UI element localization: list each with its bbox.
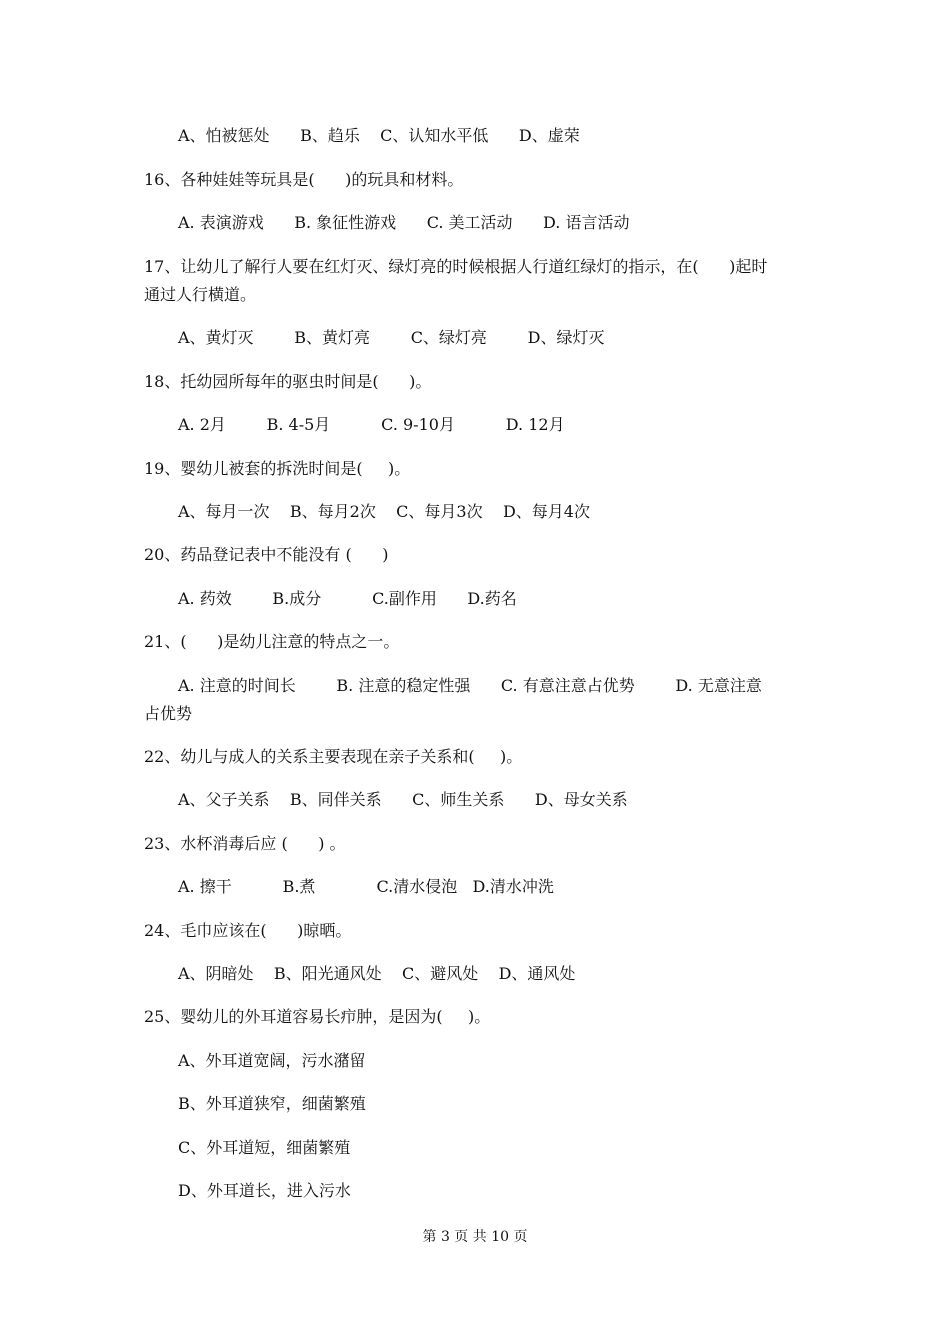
q22-options: A、父子关系 B、同伴关系 C、师生关系 D、母女关系 — [178, 790, 628, 809]
q24-options: A、阴暗处 B、阳光通风处 C、避风处 D、通风处 — [178, 964, 576, 983]
q17-options: A、黄灯灭 B、黄灯亮 C、绿灯亮 D、绿灯灭 — [178, 328, 605, 347]
q19-options: A、每月一次 B、每月2次 C、每月3次 D、每月4次 — [178, 502, 590, 521]
q25-option-c: C、外耳道短，细菌繁殖 — [178, 1138, 351, 1157]
q24-question: 24、毛巾应该在( )晾晒。 — [144, 921, 352, 940]
q17-question: 17、让幼儿了解行人要在红灯灭、绿灯亮的时候根据人行道红绿灯的指示，在( )起时 — [144, 257, 768, 276]
q18-question: 18、托幼园所每年的驱虫时间是( )。 — [144, 372, 432, 391]
q25-option-d: D、外耳道长，进入污水 — [178, 1181, 351, 1200]
q21-options-cont: 占优势 — [144, 704, 193, 723]
q15-options: A、怕被惩处 B、趋乐 C、认知水平低 D、虚荣 — [178, 126, 580, 145]
q20-question: 20、药品登记表中不能没有 ( ) — [144, 545, 389, 564]
q22-question: 22、幼儿与成人的关系主要表现在亲子关系和( )。 — [144, 747, 523, 766]
q18-options: A. 2月 B. 4-5月 C. 9-10月 D. 12月 — [178, 415, 565, 434]
q19-question: 19、婴幼儿被套的拆洗时间是( )。 — [144, 459, 411, 478]
q25-question: 25、婴幼儿的外耳道容易长疖肿，是因为( )。 — [144, 1007, 491, 1026]
q23-options: A. 擦干 B.煮 C.清水侵泡 D.清水冲洗 — [178, 877, 554, 896]
q23-question: 23、水杯消毒后应 ( ) 。 — [144, 834, 346, 853]
q25-option-b: B、外耳道狭窄，细菌繁殖 — [178, 1094, 366, 1113]
page-footer: 第 3 页 共 10 页 — [422, 1229, 528, 1245]
q16-question: 16、各种娃娃等玩具是( )的玩具和材料。 — [144, 170, 464, 189]
q16-options: A. 表演游戏 B. 象征性游戏 C. 美工活动 D. 语言活动 — [178, 213, 630, 232]
q25-option-a: A、外耳道宽阔，污水潴留 — [178, 1051, 366, 1070]
q20-options: A. 药效 B.成分 C.副作用 D.药名 — [178, 589, 517, 608]
q17-question-cont: 通过人行横道。 — [144, 285, 257, 304]
q21-question: 21、( )是幼儿注意的特点之一。 — [144, 632, 400, 651]
q21-options: A. 注意的时间长 B. 注意的稳定性强 C. 有意注意占优势 D. 无意注意 — [178, 676, 762, 695]
